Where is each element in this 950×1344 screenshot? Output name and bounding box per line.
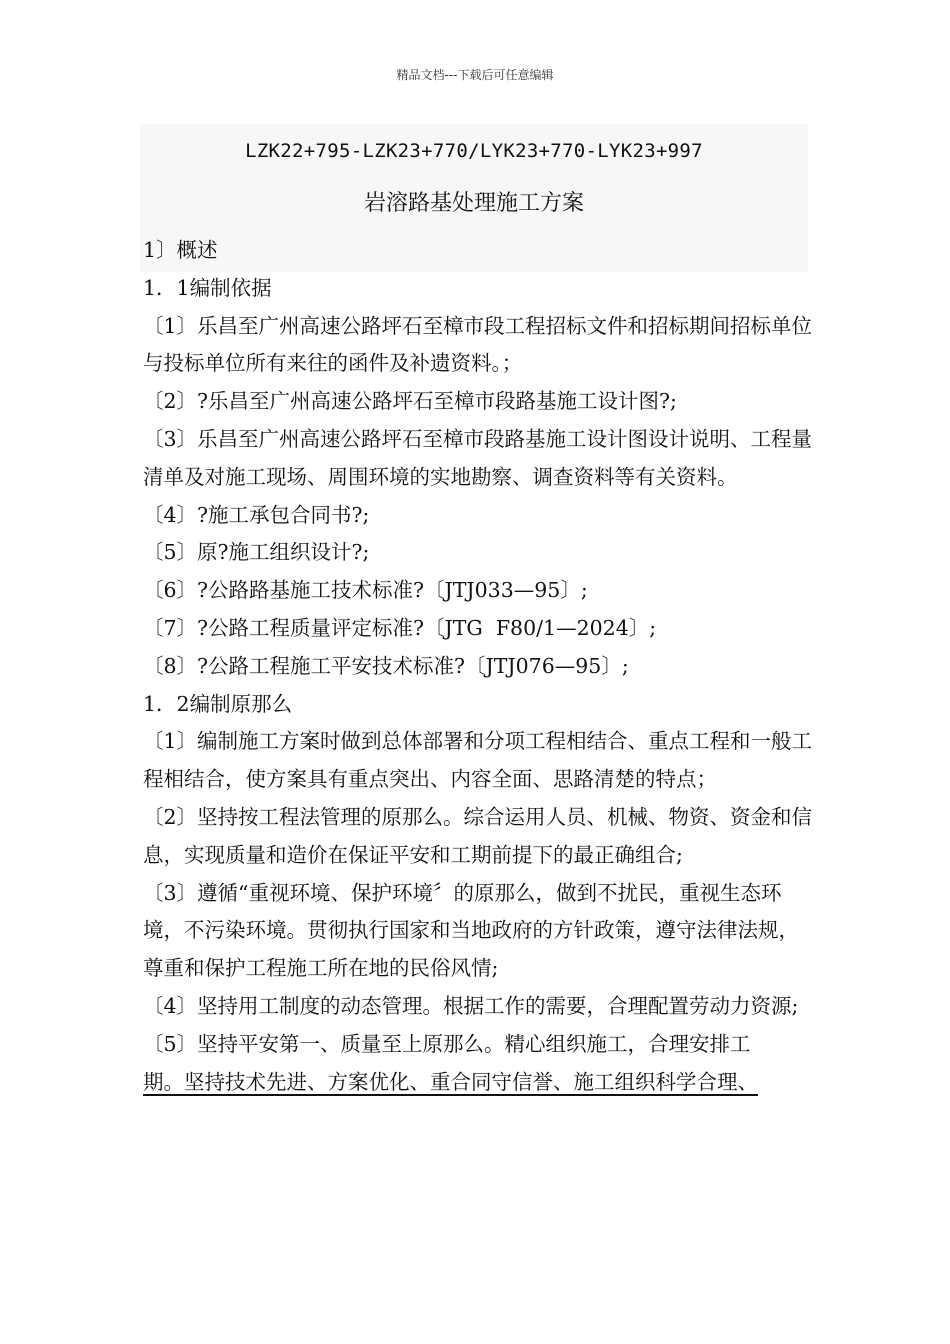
paragraph: 〔6〕?公路路基施工技术标准?〔JTJ033—95〕;	[143, 578, 588, 603]
subsection-heading: 1．2编制原那么	[143, 691, 293, 716]
document-title: 岩溶路基处理施工方案	[363, 191, 584, 216]
paragraph: 〔2〕坚持按工程法管理的原那么。综合运用人员、机械、物资、资金和信息，实现质量和造价在保证平安和工期前提下的最正确组合;	[143, 804, 813, 867]
paragraph: 〔1〕乐昌至广州高速公路坪石至樟市段工程招标文件和招标期间招标单位与投标单位所有来往的函件及补遗资料。；	[143, 313, 813, 376]
section-heading: 1〕概述	[143, 238, 218, 262]
page-header: 精品文档---下载后可任意编辑	[396, 68, 554, 82]
paragraph: 〔3〕乐昌至广州高速公路坪石至樟市段路基施工设计图设计说明、工程量清单及对施工现场、周围环境的实地勘察、调查资料等有关资料。	[143, 426, 813, 489]
paragraph: 〔4〕坚持用工制度的动态管理。根据工作的需要，合理配置劳动力资源;	[143, 993, 799, 1018]
paragraph: 〔2〕?乐昌至广州高速公路坪石至樟市段路基施工设计图?;	[143, 389, 677, 414]
title-station-range: LZK22+795-LZK23+770/LYK23+770-LYK23+997	[245, 140, 703, 162]
paragraph: 〔5〕原?施工组织设计?;	[143, 540, 370, 565]
paragraph: 〔8〕?公路工程施工平安技术标准?〔JTJ076—95〕;	[143, 653, 629, 678]
paragraph: 〔4〕?施工承包合同书?;	[143, 502, 370, 527]
paragraph: 〔1〕编制施工方案时做到总体部署和分项工程相结合、重点工程和一般工程相结合，使方案具有重点突出、内容全面、思路清楚的特点；	[143, 729, 813, 792]
paragraph: 〔5〕坚持平安第一、质量至上原那么。精心组织施工，合理安排工	[143, 1031, 751, 1056]
paragraph: 〔7〕?公路工程质量评定标准?〔JTG F80/1—2024〕;	[143, 615, 657, 640]
paragraph: 〔3〕遵循“重视环境、保护环境〞的原那么，做到不扰民，重视生态环境，不污染环境。贯彻执行国家和当地政府的方针政策，遵守法律法规，尊重和保护工程施工所在地的民俗风情;	[143, 880, 799, 981]
underlined-line: 期。坚持技术先进、方案优化、重合同守信誉、施工组织科学合理、	[143, 1069, 758, 1094]
body-text	[143, 232, 813, 1101]
subsection-heading: 1．1编制依据	[143, 275, 272, 300]
